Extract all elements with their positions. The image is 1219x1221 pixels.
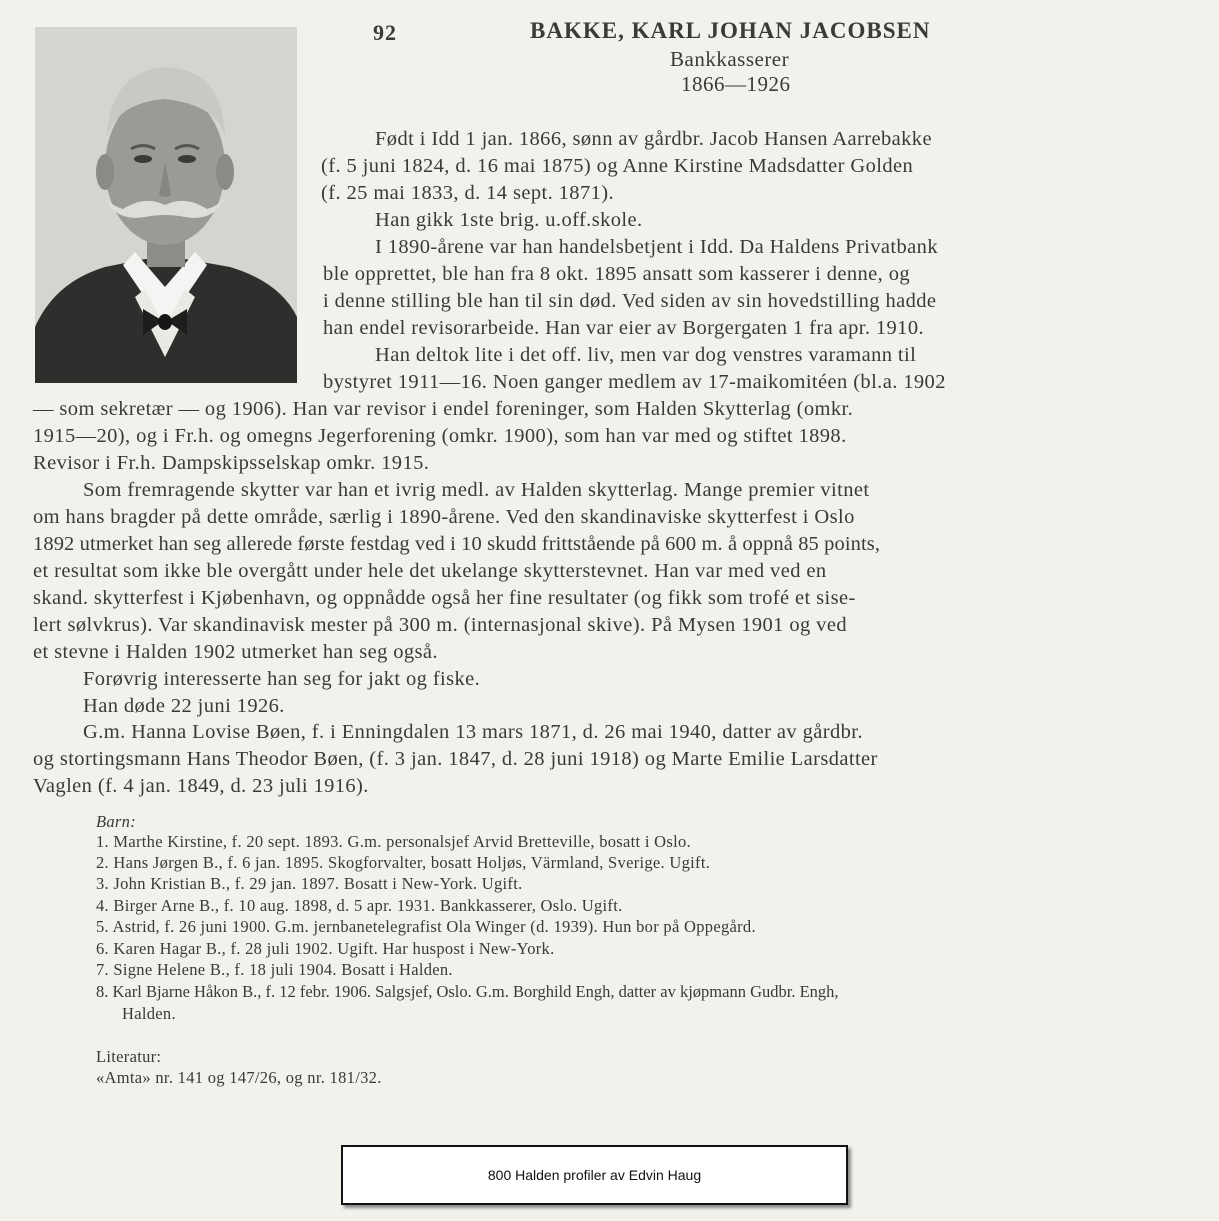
person-occupation: Bankkasserer bbox=[670, 47, 790, 71]
body-line: skand. skytterfest i Kjøbenhavn, og oppnådde også her fine resultater (og fikk som trofé et sise- bbox=[33, 587, 856, 609]
body-line: Født i Idd 1 jan. 1866, sønn av gårdbr. Jacob Hansen Aarrebakke bbox=[375, 128, 932, 150]
child-entry: 7. Signe Helene B., f. 18 juli 1904. Bosatt i Halden. bbox=[96, 960, 453, 979]
body-line: I 1890-årene var han handelsbetjent i Idd. Da Haldens Privatbank bbox=[375, 236, 938, 258]
footer-caption-box bbox=[341, 1145, 848, 1205]
body-line: Han døde 22 juni 1926. bbox=[83, 695, 285, 717]
body-line: et stevne i Halden 1902 utmerket han seg også. bbox=[33, 641, 438, 663]
body-line: bystyret 1911—16. Noen ganger medlem av 17-maikomitéen (bl.a. 1902 bbox=[323, 371, 946, 393]
child-entry: 2. Hans Jørgen B., f. 6 jan. 1895. Skogforvalter, bosatt Holjøs, Värmland, Sverige. Ugift. bbox=[96, 853, 711, 872]
body-line: Han deltok lite i det off. liv, men var dog venstres varamann til bbox=[375, 344, 917, 366]
body-line: G.m. Hanna Lovise Bøen, f. i Enningdalen 13 mars 1871, d. 26 mai 1940, datter av gårdbr. bbox=[83, 721, 863, 743]
person-name: BAKKE, KARL JOHAN JACOBSEN bbox=[530, 18, 931, 43]
literature-heading: Literatur: bbox=[96, 1047, 162, 1066]
child-entry: Halden. bbox=[122, 1004, 176, 1023]
child-entry: 8. Karl Bjarne Håkon B., f. 12 febr. 1906. Salgsjef, Oslo. G.m. Borghild Engh, datter av kjøpmann Gudbr. Engh, bbox=[96, 982, 839, 1001]
portrait-illustration bbox=[35, 27, 297, 383]
body-line: Revisor i Fr.h. Dampskipsselskap omkr. 1915. bbox=[33, 452, 430, 474]
body-line: Forøvrig interesserte han seg for jakt og fiske. bbox=[83, 668, 481, 690]
child-entry: 3. John Kristian B., f. 29 jan. 1897. Bosatt i New-York. Ugift. bbox=[96, 874, 523, 893]
body-line: et resultat som ikke ble overgått under hele det ukelange skytterstevnet. Han var med ved en bbox=[33, 560, 827, 582]
body-line: (f. 5 juni 1824, d. 16 mai 1875) og Anne Kirstine Madsdatter Golden bbox=[321, 155, 914, 177]
body-line: Han gikk 1ste brig. u.off.skole. bbox=[375, 209, 643, 231]
page-number: 92 bbox=[373, 20, 397, 45]
child-entry: 5. Astrid, f. 26 juni 1900. G.m. jernbanetelegrafist Ola Winger (d. 1939). Hun bor på Oppegård. bbox=[96, 917, 756, 936]
body-line: han endel revisorarbeide. Han var eier av Borgergaten 1 fra apr. 1910. bbox=[323, 317, 925, 339]
body-line: (f. 25 mai 1833, d. 14 sept. 1871). bbox=[321, 182, 614, 204]
body-line: om hans bragder på dette område, særlig i 1890-årene. Ved den skandinaviske skytterfest i Oslo bbox=[33, 506, 855, 528]
child-entry: 1. Marthe Kirstine, f. 20 sept. 1893. G.m. personalsjef Arvid Bretteville, bosatt i Oslo. bbox=[96, 832, 691, 851]
body-line: ble opprettet, ble han fra 8 okt. 1895 ansatt som kasserer i denne, og bbox=[323, 263, 911, 285]
body-line: lert sølvkrus). Var skandinavisk mester på 300 m. (internasjonal skive). På Mysen 1901 og ved bbox=[33, 614, 847, 636]
child-entry: 6. Karen Hagar B., f. 28 juli 1902. Ugift. Har huspost i New-York. bbox=[96, 939, 555, 958]
person-lifespan: 1866—1926 bbox=[681, 72, 791, 96]
body-line: 1892 utmerket han seg allerede første festdag ved i 10 skudd frittstående på 600 m. å oppnå 85 points, bbox=[33, 533, 881, 555]
portrait-photo bbox=[35, 27, 297, 383]
body-line: i denne stilling ble han til sin død. Ved siden av sin hovedstilling hadde bbox=[323, 290, 937, 312]
child-entry: 4. Birger Arne B., f. 10 aug. 1898, d. 5 apr. 1931. Bankkasserer, Oslo. Ugift. bbox=[96, 896, 623, 915]
body-line: Som fremragende skytter var han et ivrig medl. av Halden skytterlag. Mange premier vitnet bbox=[83, 479, 870, 501]
footer-caption: 800 Halden profiler av Edvin Haug bbox=[487, 1167, 702, 1183]
literature-text: «Amta» nr. 141 og 147/26, og nr. 181/32. bbox=[96, 1068, 382, 1087]
body-line: — som sekretær — og 1906). Han var revisor i endel foreninger, som Halden Skytterlag (omkr. bbox=[33, 398, 854, 420]
body-line: 1915—20), og i Fr.h. og omegns Jegerforening (omkr. 1900), som han var med og stiftet 1898. bbox=[33, 425, 847, 447]
body-line: og stortingsmann Hans Theodor Bøen, (f. 3 jan. 1847, d. 28 juni 1918) og Marte Emilie Larsdatter bbox=[33, 748, 878, 770]
body-line: Vaglen (f. 4 jan. 1849, d. 23 juli 1916). bbox=[33, 775, 369, 797]
children-heading: Barn: bbox=[96, 812, 136, 831]
